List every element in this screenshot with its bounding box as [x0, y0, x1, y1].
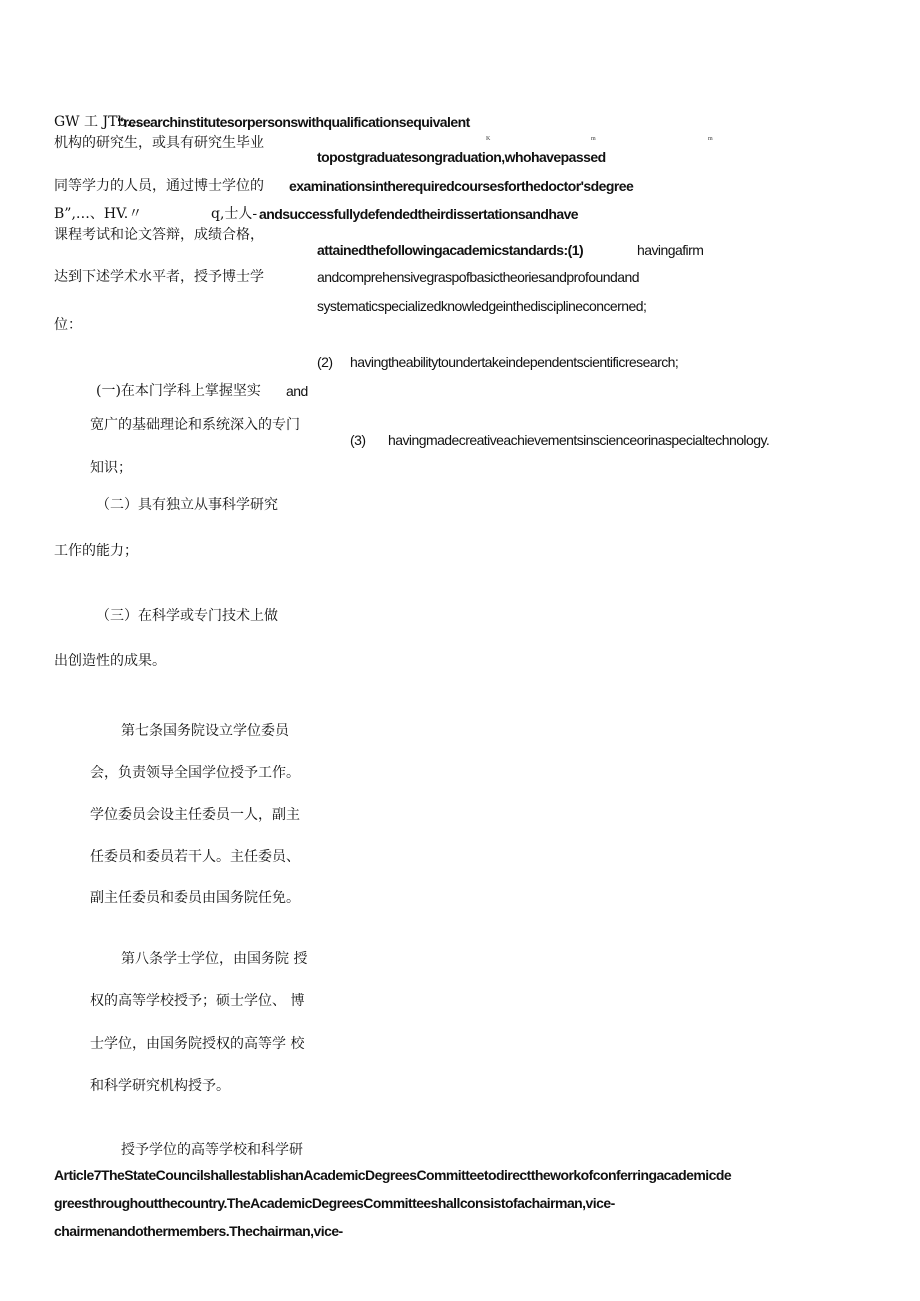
english-line-6: andcomprehensivegraspofbasictheoriesandprofoundand: [317, 269, 639, 285]
stray-mark-1: K: [486, 136, 491, 142]
item1-line-2: 宽广的基础理论和系统深入的专门: [90, 417, 300, 433]
stray-mark-3: m: [708, 136, 713, 142]
item1-line-3: 知识；: [90, 460, 132, 476]
para1-line-1: 机构的研究生，或具有研究生毕业: [54, 135, 264, 151]
garbled-text-2: B”,…、HV.〃: [54, 206, 143, 222]
article8-line-4: 和科学研究机构授予。: [90, 1078, 230, 1094]
para1-line-3: 课程考试和论文答辩，成绩合格，: [54, 227, 264, 243]
article8-line-1: 第八条学士学位，由国务院 授: [121, 951, 308, 967]
article7-line-2: 会，负责领导全国学位授予工作。: [90, 765, 300, 781]
article7-line-3: 学位委员会设主任委员一人，副主: [90, 807, 300, 823]
english-item2-number: (2): [317, 354, 333, 370]
english-line-2: topostgraduatesongraduation,whohavepassed: [317, 149, 606, 165]
english-line-4: andsuccessfullydefendedtheirdissertationsandhave: [259, 206, 579, 222]
article8-line-2: 权的高等学校授予；硕士学位、 博: [90, 993, 305, 1009]
english-line-5-rest: havingafirm: [637, 242, 704, 258]
garbled-text-1: GW 工 JTb…: [54, 114, 141, 130]
article7-english-line-1: Article7TheStateCouncilshallestablishanAcademicDegreesCommitteetodirecttheworkofconferringacademicde: [54, 1167, 732, 1183]
article7-english-line-2: greesthroughoutthecountry.TheAcademicDegreesCommitteeshallconsistofachairman,vice-: [54, 1195, 615, 1211]
english-item3-text: havingmadecreativeachievementsinscienceorinaspecialtechnology.: [388, 432, 770, 448]
item3-line-1: （三）在科学或专门技术上做: [96, 608, 278, 624]
english-line-3: examinationsintherequiredcoursesforthedoctor'sdegree: [289, 178, 634, 194]
english-line-1: “researchinstitutesorpersonswithqualificationsequivalent: [117, 114, 470, 130]
article8-line-3: 士学位，由国务院授权的高等学 校: [90, 1036, 305, 1052]
english-line-7: systematicspecializedknowledgeinthedisciplineconcerned;: [317, 298, 647, 314]
article7-line-1: 第七条国务院设立学位委员: [121, 723, 289, 739]
stray-mark-2: m: [591, 136, 596, 142]
para1-line-5: 位：: [54, 317, 82, 333]
item3-line-2: 出创造性的成果。: [54, 653, 166, 669]
garbled-text-2b: q,士人-: [211, 206, 258, 222]
article7-line-5: 副主任委员和委员由国务院任免。: [90, 890, 300, 906]
item1-line-1: (一)在本门学科上掌握坚实: [96, 383, 261, 399]
article7-line-4: 任委员和委员若干人。主任委员、: [90, 849, 300, 865]
english-item2-text: havingtheabilitytoundertakeindependentscientificresearch;: [350, 354, 679, 370]
item1-inline-english: and: [286, 383, 308, 399]
article-continuation-line: 授予学位的高等学校和科学研: [121, 1142, 303, 1158]
para1-line-4: 达到下述学术水平者，授予博士学: [54, 269, 264, 285]
item2-line-1: （二）具有独立从事科学研究: [96, 497, 278, 513]
para1-line-2: 同等学力的人员，通过博士学位的: [54, 178, 264, 194]
item2-line-2: 工作的能力；: [54, 543, 138, 559]
article7-english-line-3: chairmenandothermembers.Thechairman,vice-: [54, 1223, 343, 1239]
english-line-5: attainedthefollowingacademicstandards:(1): [317, 242, 584, 258]
english-item3-number: (3): [350, 432, 366, 448]
